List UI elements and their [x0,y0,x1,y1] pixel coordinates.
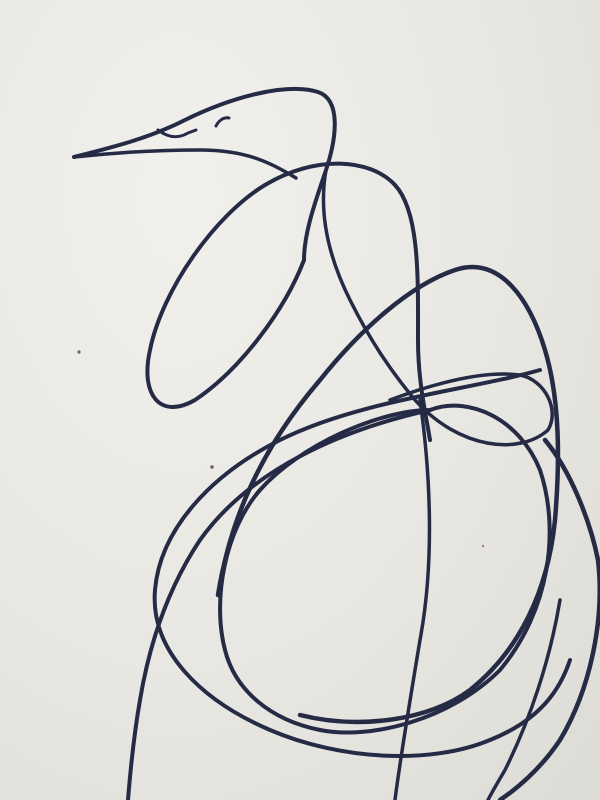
paper-speck [77,350,80,353]
bird-beak-lower [74,150,296,178]
paper-speck [210,465,214,469]
bird-head-outline [74,89,335,260]
bird-leg-left [128,410,430,800]
paper-speck [482,545,484,547]
bird-leg-right [395,400,429,800]
bird-neck-strand [323,170,552,445]
bird-neck-loop [147,164,430,440]
bird-eye-mark [216,118,229,126]
bird-back-hump [218,267,558,722]
